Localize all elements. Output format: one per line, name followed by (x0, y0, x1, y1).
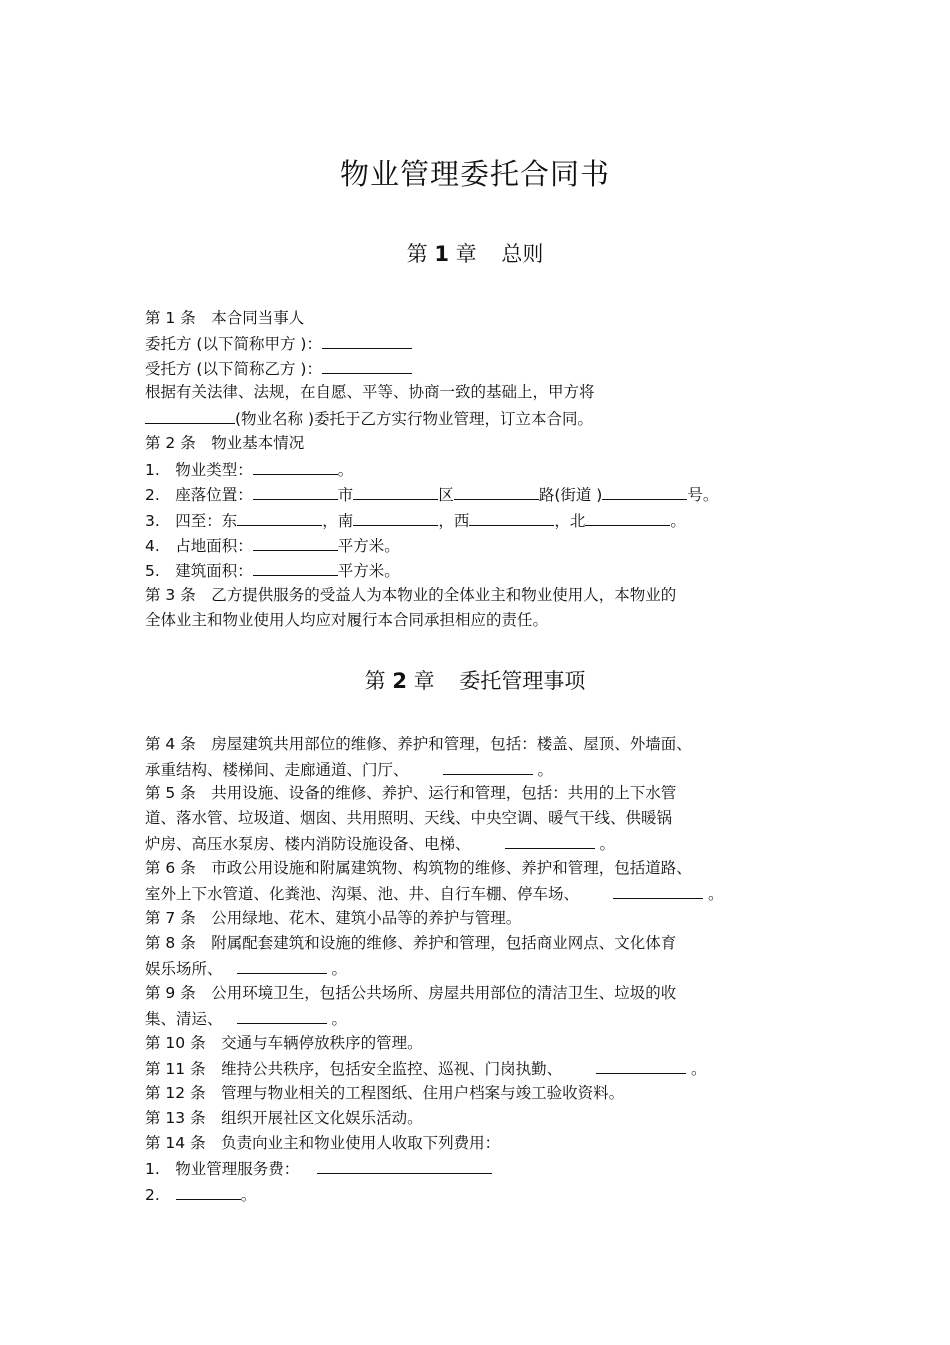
document-title: 物业管理委托合同书 (339, 157, 610, 191)
article-8-text: 娱乐场所、 (145, 960, 223, 978)
fee-item-1-label: 1. 物业管理服务费： (145, 1160, 300, 1178)
chapter-name: 委托管理事项 (459, 669, 586, 693)
article-4-line-2 (145, 759, 553, 780)
party-b-label: 受托方 (以下简称乙方 )： (145, 360, 322, 378)
fee-item-2 (145, 1184, 256, 1205)
chapter-number: 1 (434, 242, 449, 266)
chapter-number: 2 (392, 669, 407, 693)
unit-label: 平方米。 (337, 537, 400, 555)
blank-field (237, 958, 327, 974)
land-area-line (145, 535, 400, 556)
number-label: 号。 (687, 486, 719, 504)
chapter-suffix: 章 (455, 242, 477, 266)
chapter-prefix: 第 (364, 669, 386, 693)
blank-field (317, 1158, 492, 1174)
punct: 。 (707, 885, 724, 903)
blank-field (585, 510, 670, 526)
blank-field (176, 1184, 241, 1200)
chapter-2-heading (0, 665, 950, 695)
article-5-line-2: 道、落水管、垃圾道、烟囱、共用照明、天线、中央空调、暖气干线、供暖锅 (145, 809, 673, 827)
article-11-text: 第 11 条 维持公共秩序，包括安全监控、巡视、门岗执勤、 (145, 1060, 563, 1078)
article-6-line-1: 第 6 条 市政公用设施和附属建筑物、构筑物的维修、养护和管理，包括道路、 (145, 859, 692, 877)
blank-field (469, 510, 554, 526)
punct: 。 (691, 1060, 707, 1078)
punct: 。 (599, 835, 615, 853)
blank-field (505, 833, 595, 849)
blank-field (353, 484, 438, 500)
party-a-line (145, 333, 412, 354)
punct: 。 (537, 761, 553, 779)
article-1-heading: 第 1 条 本合同当事人 (145, 309, 305, 327)
fee-item-1 (145, 1158, 492, 1179)
article-7: 第 7 条 公用绿地、花木、建筑小品等的养护与管理。 (145, 909, 522, 927)
blank-field (443, 759, 533, 775)
punct: 。 (337, 461, 354, 479)
article-5-line-1: 第 5 条 共用设施、设备的维修、养护、运行和管理，包括：共用的上下水管 (145, 784, 677, 802)
blank-field (253, 459, 338, 475)
article-8-line-2 (145, 958, 347, 979)
city-label: 市 (337, 486, 354, 504)
location-label: 2. 座落位置： (145, 486, 253, 504)
district-label: 区 (438, 486, 454, 504)
land-area-label: 4. 占地面积： (145, 537, 253, 555)
article-14: 第 14 条 负责向业主和物业使用人收取下列费用： (145, 1134, 501, 1152)
article-10: 第 10 条 交通与车辆停放秩序的管理。 (145, 1034, 423, 1052)
article-6-text: 室外上下水管道、化粪池、沟渠、池、井、自行车棚、停车场、 (145, 885, 580, 903)
property-name-line (145, 408, 593, 429)
blank-field (145, 408, 235, 424)
article-4-text: 承重结构、楼梯间、走廊通道、门厅、 (145, 761, 409, 779)
party-a-label: 委托方 (以下简称甲方 )： (145, 335, 322, 353)
chapter-prefix: 第 (406, 242, 428, 266)
punct: 。 (240, 1186, 257, 1204)
chapter-1-heading (0, 238, 950, 268)
article-3-line-2: 全体业主和物业使用人均应对履行本合同承担相应的责任。 (145, 611, 549, 629)
chapter-suffix: 章 (413, 669, 435, 693)
punct: 。 (331, 960, 347, 978)
south-label: ，南 (322, 512, 354, 530)
property-type-label: 1. 物业类型： (145, 461, 253, 479)
article-9-line-1: 第 9 条 公用环境卫生，包括公共场所、房屋共用部位的清洁卫生、垃圾的收 (145, 984, 677, 1002)
building-area-label: 5. 建筑面积： (145, 562, 253, 580)
article-9-line-2 (145, 1008, 347, 1029)
north-label: ，北 (554, 512, 586, 530)
article-3-line-1: 第 3 条 乙方提供服务的受益人为本物业的全体业主和物业使用人，本物业的 (145, 586, 677, 604)
blank-field (322, 358, 412, 374)
article-4-line-1: 第 4 条 房屋建筑共用部位的维修、养护和管理，包括：楼盖、屋顶、外墙面、 (145, 735, 692, 753)
property-name-text: (物业名称 )委托于乙方实行物业管理，订立本合同。 (235, 410, 594, 428)
blank-field (596, 1058, 686, 1074)
article-2-heading: 第 2 条 物业基本情况 (145, 434, 305, 452)
fee-item-2-label: 2. (145, 1186, 160, 1204)
location-line (145, 484, 718, 505)
property-type-line (145, 459, 353, 480)
unit-label: 平方米。 (337, 562, 400, 580)
blank-field (253, 560, 338, 576)
west-label: ，西 (438, 512, 470, 530)
article-1-text: 根据有关法律、法规，在自愿、平等、协商一致的基础上，甲方将 (145, 383, 595, 401)
blank-field (602, 484, 687, 500)
punct: 。 (670, 512, 686, 530)
boundaries-line (145, 510, 686, 531)
article-9-text: 集、清运、 (145, 1010, 223, 1028)
blank-field (322, 333, 412, 349)
article-5-line-3 (145, 833, 615, 854)
chapter-name: 总则 (501, 242, 544, 266)
party-b-line (145, 358, 412, 379)
building-area-line (145, 560, 400, 581)
road-label: 路(街道 ) (538, 486, 603, 504)
blank-field (237, 1008, 327, 1024)
east-label: 3. 四至：东 (145, 512, 238, 530)
punct: 。 (331, 1010, 347, 1028)
article-6-line-2 (145, 883, 723, 904)
blank-field (353, 510, 438, 526)
blank-field (454, 484, 539, 500)
blank-field (237, 510, 322, 526)
article-13: 第 13 条 组织开展社区文化娱乐活动。 (145, 1109, 423, 1127)
article-5-text: 炉房、高压水泵房、楼内消防设施设备、电梯、 (145, 835, 471, 853)
article-8-line-1: 第 8 条 附属配套建筑和设施的维修、养护和管理，包括商业网点、文化体育 (145, 934, 677, 952)
blank-field (253, 535, 338, 551)
blank-field (253, 484, 338, 500)
article-12: 第 12 条 管理与物业相关的工程图纸、住用户档案与竣工验收资料。 (145, 1084, 625, 1102)
article-11 (145, 1058, 707, 1079)
blank-field (613, 883, 703, 899)
